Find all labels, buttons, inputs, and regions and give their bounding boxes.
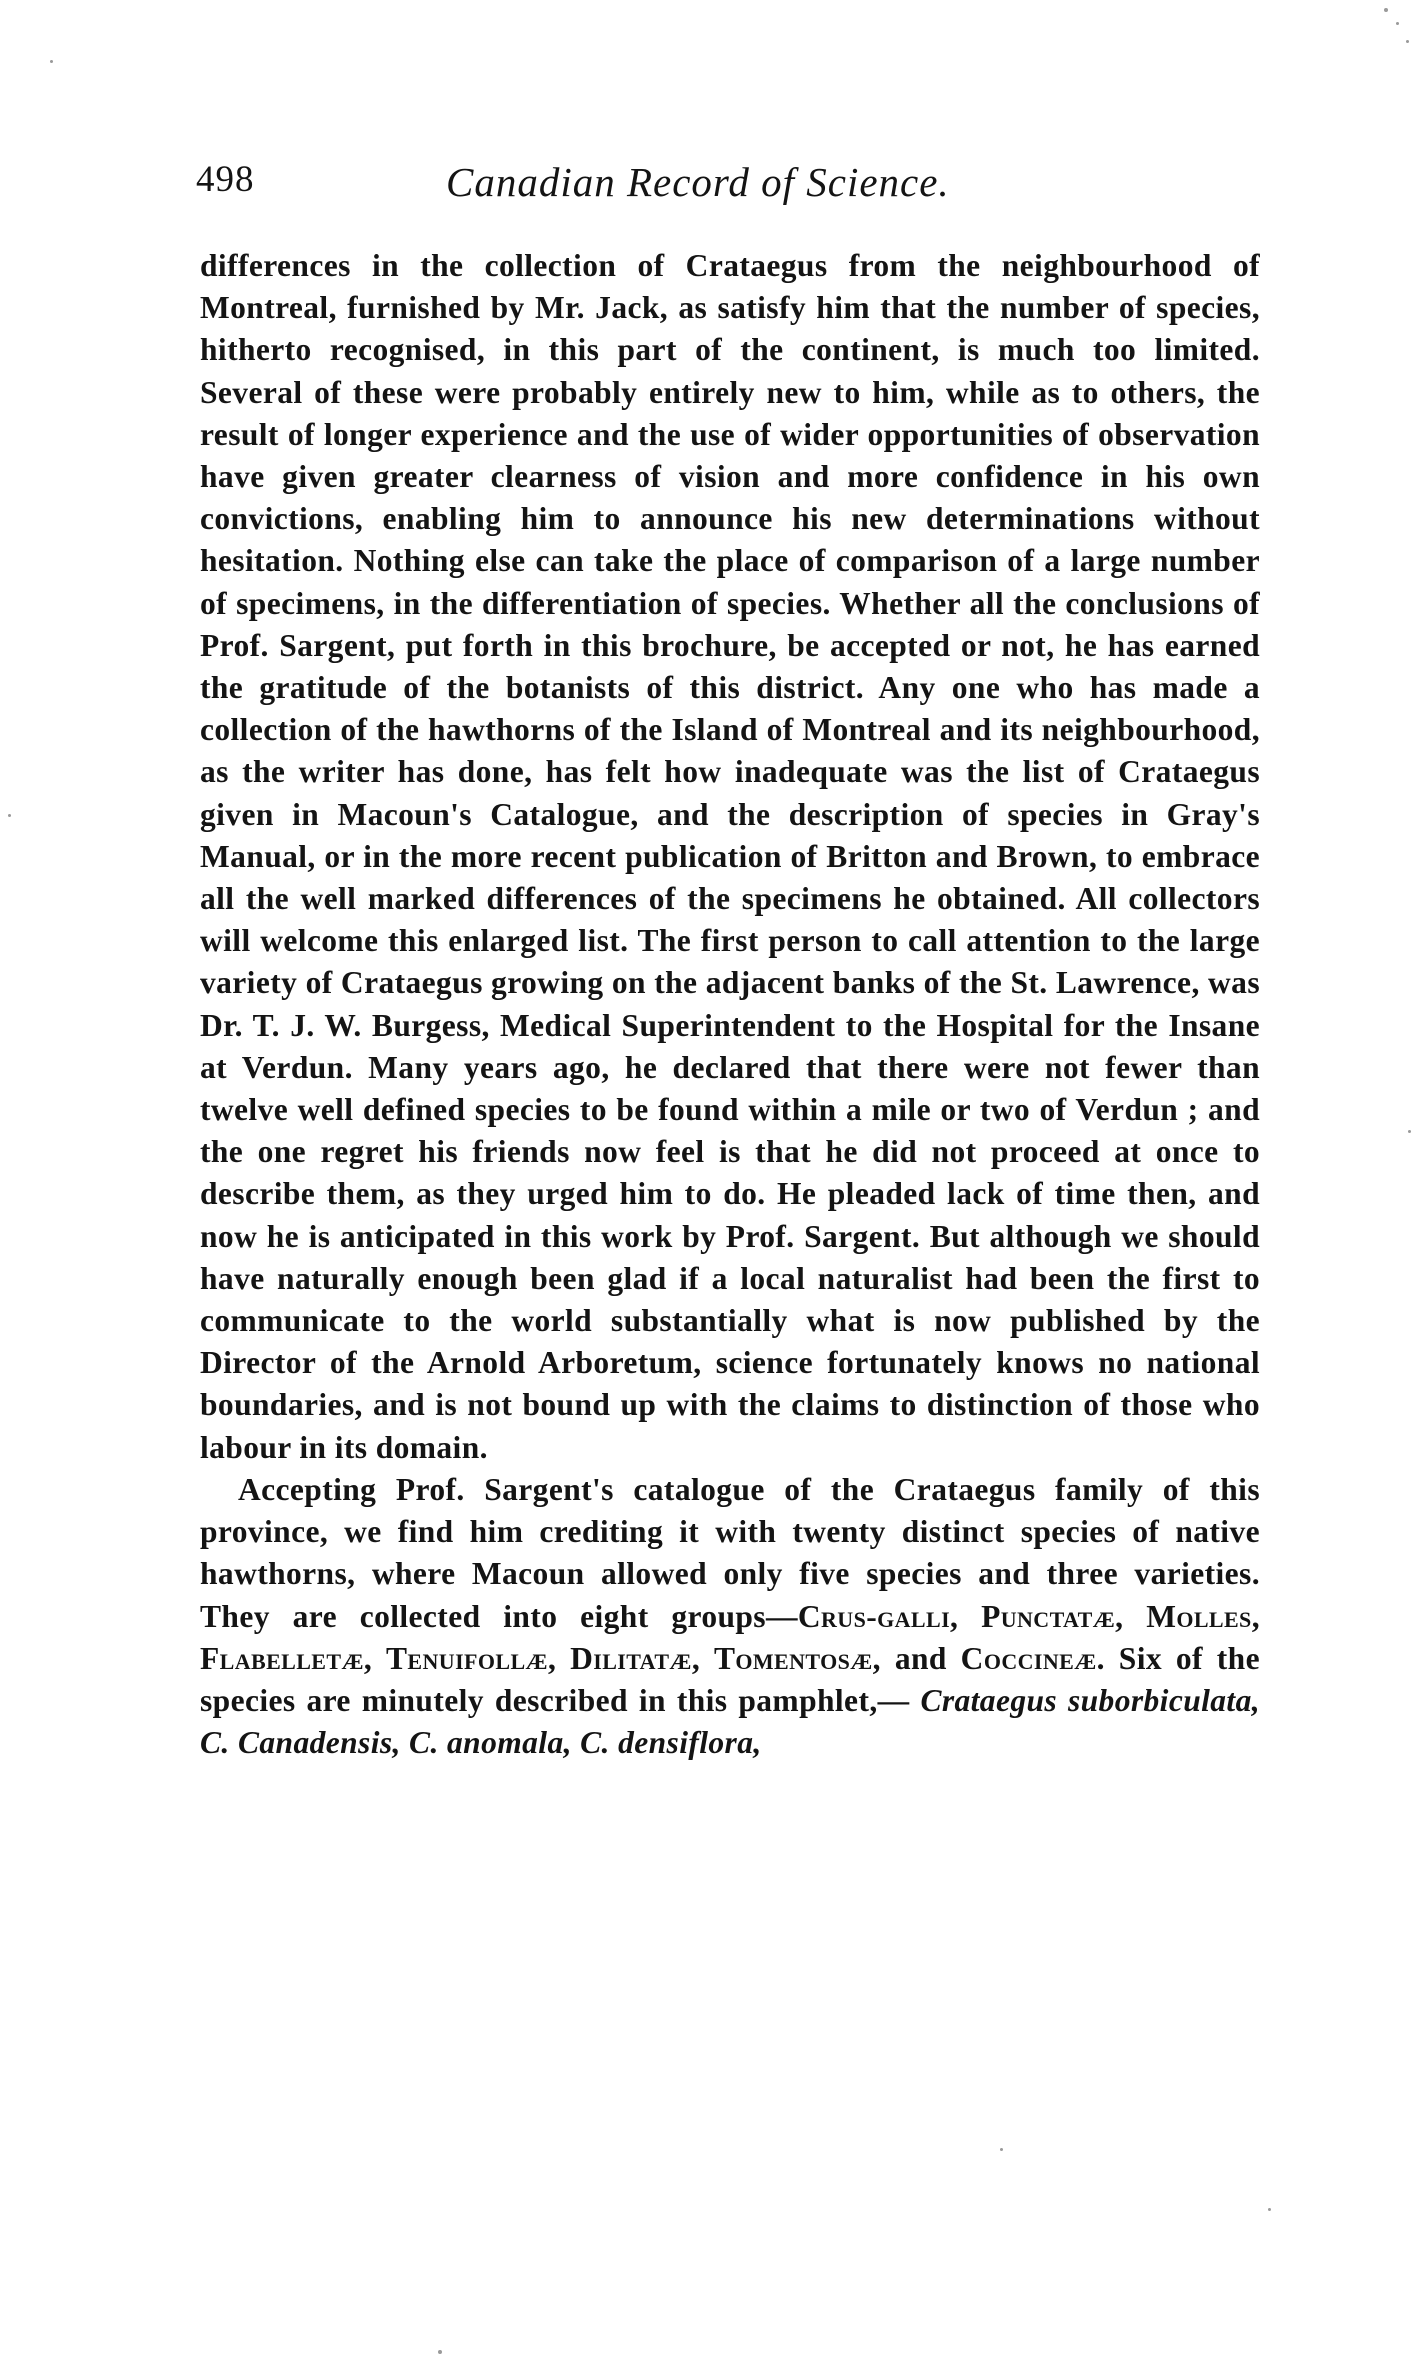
- paper-speck: [50, 60, 53, 63]
- group-flabelletae: Flabelletæ: [200, 1640, 364, 1676]
- paragraph-2-continuation: . Six of the species are minutely described in this pamphlet,—: [200, 1640, 1260, 1718]
- group-separator: ,: [363, 1640, 387, 1676]
- paper-speck: [1406, 40, 1409, 43]
- group-dilitatae: Dilitatæ: [570, 1640, 692, 1676]
- paper-speck: [1000, 2148, 1003, 2151]
- page-number: 498: [196, 159, 255, 200]
- group-coccineae: Coccineæ: [960, 1640, 1097, 1676]
- running-head: [196, 158, 1254, 218]
- paper-speck: [8, 814, 11, 817]
- group-crus-galli: Crus-galli: [797, 1598, 951, 1634]
- group-separator: ,: [872, 1640, 895, 1676]
- paper-speck: [1384, 8, 1388, 12]
- group-separator: ,: [1251, 1598, 1260, 1634]
- paragraph-2-lead: Accepting Prof. Sargent's catalogue of the Crataegus family of this province, we find him crediting it with twenty distinct species of native hawthorns, where Macoun allowed only five species and three varieties. They are collected into eight groups—: [200, 1471, 1260, 1634]
- group-molles: Molles: [1146, 1598, 1252, 1634]
- group-separator: ,: [547, 1640, 571, 1676]
- paragraph-2: [200, 1469, 1260, 1764]
- paper-speck: [1268, 2208, 1271, 2211]
- group-separator: ,: [1115, 1598, 1147, 1634]
- paragraph-1: differences in the collection of Crataegus from the neighbourhood of Montreal, furnished by Mr. Jack, as satisfy him that the number of species, hitherto recognised, in this part of the continent, is much too limited. Several of these were probably entirely new to him, while as to others, the result of longer experience and the use of wider opportunities of observation have given greater clearness of vision and more confidence in his own convictions, enabling him to announce his new determinations without hesitation. Nothing else can take the place of comparison of a large number of specimens, in the differentiation of species. Whether all the conclusions of Prof. Sargent, put forth in this brochure, be accepted or not, he has earned the gratitude of the botanists of this district. Any one who has made a collection of the hawthorns of the Island of Montreal and its neighbourhood, as the writer has done, has felt how inadequate was the list of Crataegus given in Macoun's Catalogue, and the description of species in Gray's Manual, or in the more recent publication of Britton and Brown, to embrace all the well marked differences of the specimens he obtained. All collectors will welcome this enlarged list. The first person to call attention to the large variety of Crataegus growing on the adjacent banks of the St. Lawrence, was Dr. T. J. W. Burgess, Medical Superintendent to the Hospital for the Insane at Verdun. Many years ago, he declared that there were not fewer than twelve well defined species to be found within a mile or two of Verdun ; and the one regret his friends now feel is that he did not proceed at once to describe them, as they urged him to do. He pleaded lack of time then, and now he is anticipated in this work by Prof. Sargent. But although we should have naturally enough been glad if a local naturalist had been the first to communicate to the world substantially what is now published by the Director of the Arnold Arboretum, science fortunately knows no national boundaries, and is not bound up with the claims to distinction of those who labour in its domain.: [200, 248, 1260, 1465]
- paper-speck: [438, 2350, 442, 2354]
- group-tenuifollae: Tenuifollæ: [386, 1640, 548, 1676]
- group-conjunction: and: [894, 1640, 961, 1676]
- group-tomentosae: Tomentosæ: [713, 1640, 873, 1676]
- species-list: Crataegus suborbiculata, C. Canadensis, C. anomala, C. densiflora,: [200, 1682, 1260, 1761]
- paper-speck: [1396, 22, 1399, 25]
- group-separator: ,: [950, 1598, 982, 1634]
- body-text: [200, 245, 1260, 1764]
- group-separator: ,: [691, 1640, 714, 1676]
- journal-title: Canadian Record of Science.: [446, 159, 950, 205]
- paper-speck: [1408, 1130, 1411, 1133]
- group-punctatae: Punctatæ: [981, 1598, 1116, 1634]
